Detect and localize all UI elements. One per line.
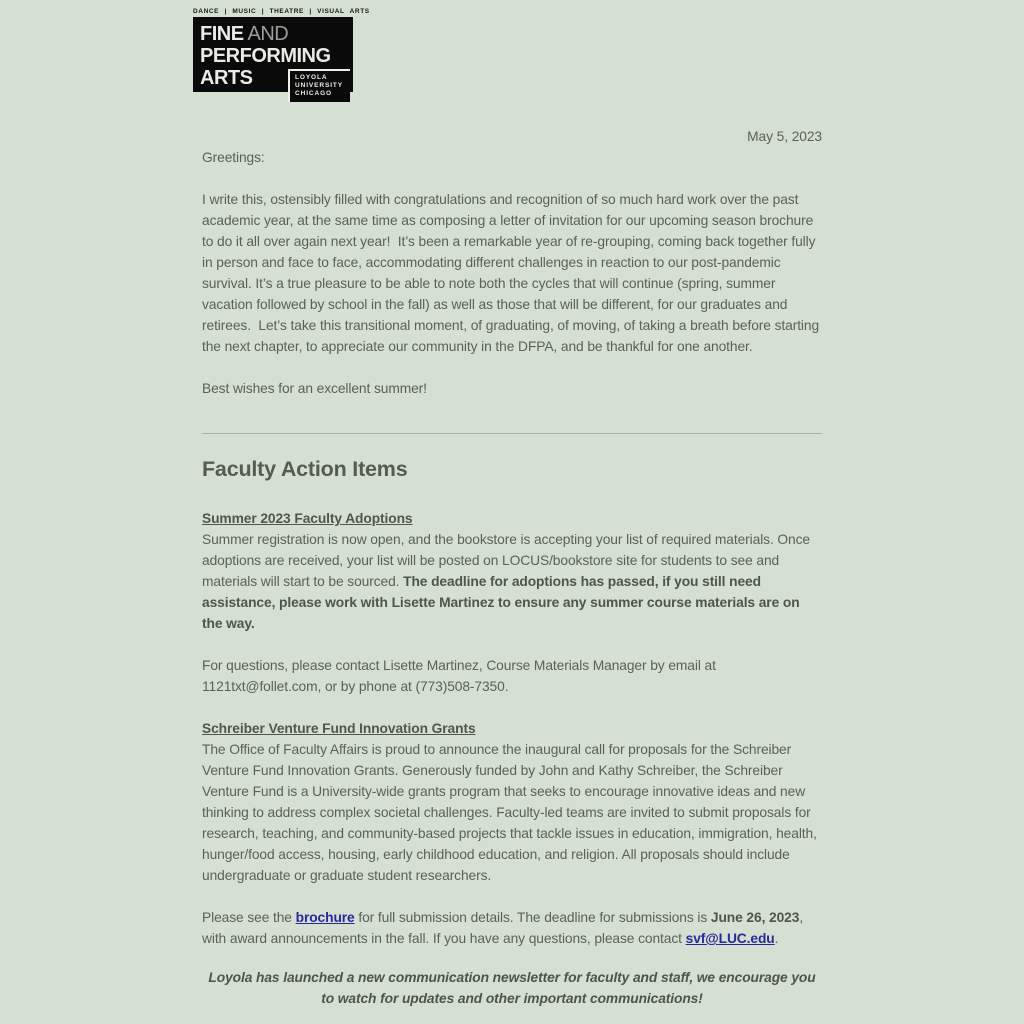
- email-newsletter-page: [193, 0, 823, 1009]
- logo-word-performing: PERFORMING: [200, 45, 331, 67]
- logo-university-line: CHICAGO: [295, 90, 332, 97]
- section-divider: [202, 433, 822, 434]
- logo-university-tab: [288, 69, 350, 102]
- logo-word-and: AND: [243, 23, 289, 45]
- newsletter-note: Loyola has launched a new communication newsletter for faculty and staff, we encourage you to watch for updates and other important communications!: [208, 970, 820, 1006]
- schreiber-paragraph: The Office of Faculty Affairs is proud to announce the inaugural call for proposals for the Schreiber Venture Fund Innovation Grants. Generously funded by John and Kathy Schreiber, the Schreiber Venture Fund is a University-wide grants program that seeks to encourage innovative ideas and new thinking to address complex societal challenges. Faculty-led teams are invited to submit proposals for research, teaching, and community-based projects that tackle issues in education, immigration, health, hunger/food access, housing, early childhood education, and religion. All proposals should include undergraduate or graduate student researchers.: [202, 742, 821, 883]
- logo-tagline: DANCE | MUSIC | THEATRE | VISUAL ARTS: [193, 8, 370, 15]
- dfpa-logo[interactable]: [193, 8, 370, 97]
- schreiber-cta-paragraph: [202, 907, 822, 949]
- cta-deadline-date: June 26, 2023: [710, 910, 800, 925]
- svf-email-link[interactable]: svf@LUC.edu: [685, 931, 775, 946]
- logo-university-line: LOYOLA: [295, 74, 328, 81]
- section-title: Faculty Action Items: [202, 457, 408, 481]
- salutation: Greetings:: [202, 150, 265, 165]
- intro-paragraph: I write this, ostensibly filled with congratulations and recognition of so much hard work over the past academic year, at the same time as composing a letter of invitation for our upcoming season brochure to do it all over again next year! It’s been a remarkable year of re-grouping, coming back together fully in person and face to face, accommodating different challenges in reaction to our post-pandemic survival. It’s a true pleasure to be able to note both the cycles that will continue (spring, summer vacation followed by school in the fall) as well as those that will be different, for our graduates and retirees. Let’s take this transitional moment, of graduating, of moving, of taking a breath before starting the next chapter, to appreciate our community in the DFPA, and be thankful for one another.: [202, 192, 823, 354]
- closing-line: Best wishes for an excellent summer!: [202, 381, 427, 396]
- logo-university-line: UNIVERSITY: [295, 82, 344, 89]
- logo-word-arts: ARTS: [200, 67, 253, 89]
- cta-text-post: , with award announcements in the fall. If you have any questions, please contact: [202, 910, 807, 946]
- adoptions-paragraph: [202, 529, 822, 634]
- date-line: May 5, 2023: [747, 129, 822, 144]
- cta-text-end: .: [774, 931, 779, 946]
- adoptions-body-text: Summer registration is now open, and the bookstore is accepting your list of required materials. Once adoptions are received, your list will be posted on LOCUS/bookstore site for students to see and materials will start to be sourced.: [202, 532, 814, 589]
- adoptions-deadline-notice: The deadline for adoptions has passed, if you still need assistance, please work with Lisette Martinez to ensure any summer course materials are on the way.: [202, 574, 804, 631]
- logo-line-fine-and: [200, 23, 353, 45]
- logo-word-fine: FINE: [200, 23, 244, 45]
- schreiber-heading: Schreiber Venture Fund Innovation Grants: [202, 721, 476, 736]
- cta-text-mid: for full submission details. The deadline for submissions is: [354, 910, 711, 925]
- adoptions-contact-paragraph: For questions, please contact Lisette Martinez, Course Materials Manager by email at 1121txt@follet.com, or by phone at (773)508-7350.: [202, 658, 720, 694]
- adoptions-heading: Summer 2023 Faculty Adoptions: [202, 511, 413, 526]
- cta-text-pre: Please see the: [202, 910, 296, 925]
- brochure-link[interactable]: brochure: [295, 910, 355, 925]
